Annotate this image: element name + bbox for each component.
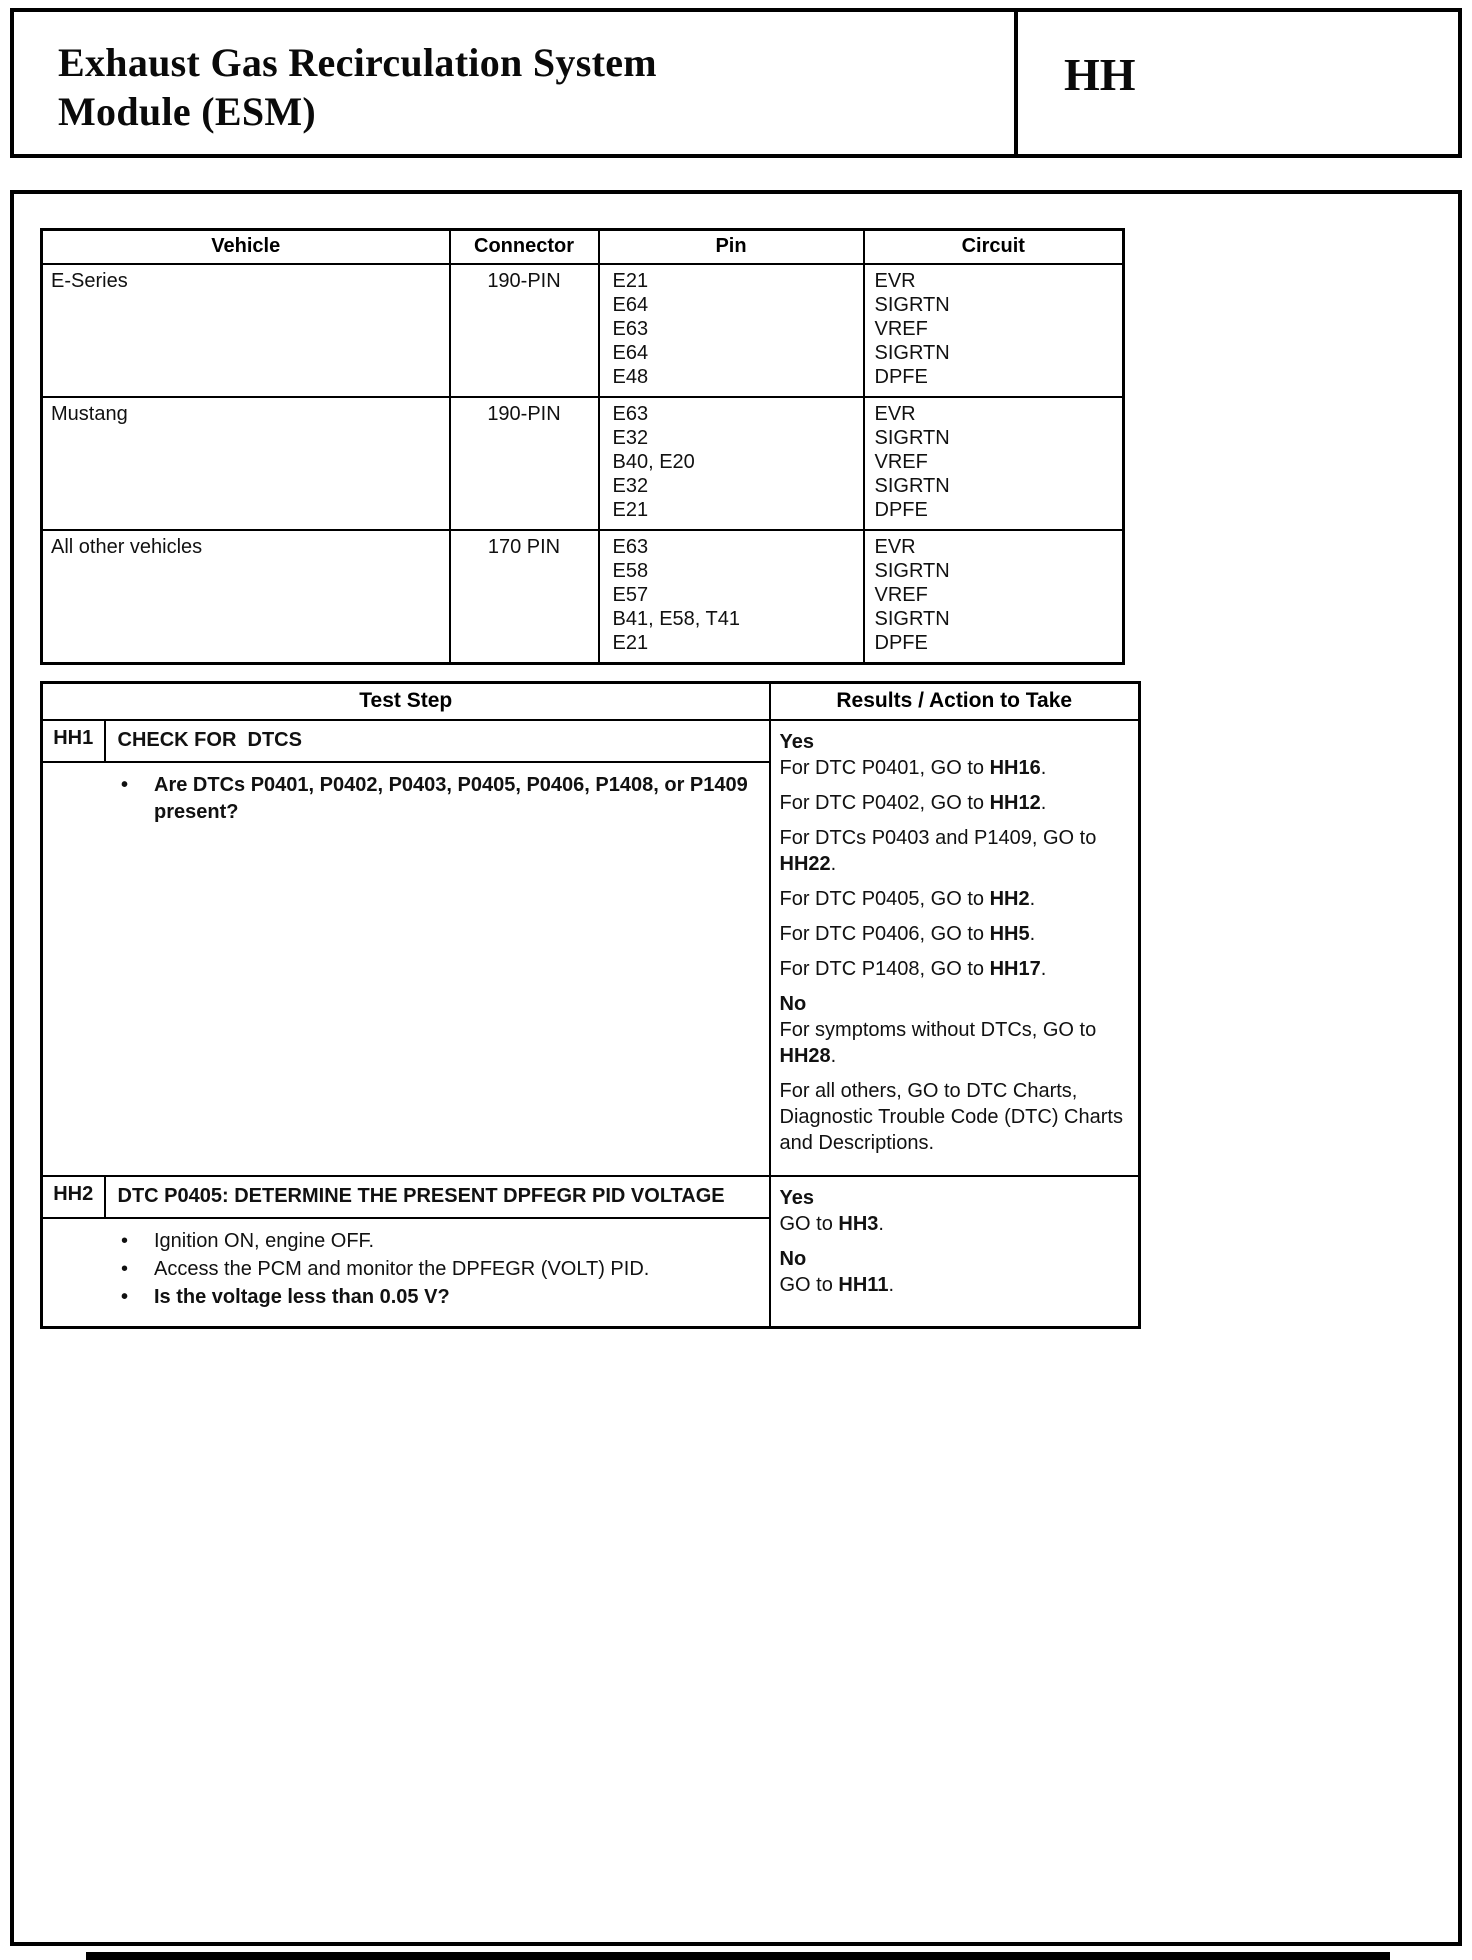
circuit-value: SIGRTN: [874, 342, 950, 364]
scan-edge-artifact: [86, 1952, 1390, 1960]
instruction-text: Are DTCs P0401, P0402, P0403, P0405, P0406, P1408, or P1409 present?: [154, 774, 748, 823]
result-text: HH16: [989, 757, 1041, 779]
result-text: No: [779, 993, 807, 1015]
circuit-value: DPFE: [874, 632, 928, 654]
step-id: HH1: [42, 720, 105, 762]
bullet-icon: •: [121, 1286, 129, 1308]
instruction-text: Access the PCM and monitor the DPFEGR (VOLT) PID.: [154, 1258, 650, 1280]
result-text: For DTC P1408, GO to: [779, 958, 990, 980]
result-line: [780, 1211, 1131, 1237]
pin-table-row: [42, 530, 1124, 664]
vehicle-cell: All other vehicles: [42, 530, 450, 664]
document-title-line1: Exhaust Gas Recirculation System: [58, 40, 657, 85]
column-header-vehicle: Vehicle: [42, 230, 450, 265]
circuit-value: SIGRTN: [874, 427, 950, 449]
test-step-header-row: [42, 720, 1140, 762]
result-line: [780, 790, 1131, 816]
result-text: GO to: [779, 1213, 839, 1235]
result-text: For all others, GO to DTC Charts, Diagnostic Trouble Code (DTC) Charts and Descriptions.: [779, 1080, 1123, 1154]
result-text: .: [1040, 958, 1047, 980]
step-title: CHECK FOR DTCS: [105, 720, 770, 762]
step-results: [770, 1176, 1140, 1328]
result-text: GO to: [779, 1274, 839, 1296]
pin-table-header-row: [42, 230, 1124, 265]
result-text: HH11: [838, 1274, 889, 1296]
connector-cell: 190-PIN: [450, 397, 599, 530]
result-text: .: [878, 1213, 884, 1235]
test-step-header-row: [42, 1176, 1140, 1218]
pin-cell: [599, 530, 864, 664]
result-line: [780, 1272, 1131, 1298]
result-line: [780, 755, 1131, 781]
pin-cell: [599, 264, 864, 397]
circuit-value: VREF: [874, 318, 928, 340]
result-line: [780, 991, 1131, 1017]
pin-value: E64: [612, 342, 649, 364]
pin-value: E21: [612, 270, 649, 292]
step-title: DTC P0405: DETERMINE THE PRESENT DPFEGR PID VOLTAGE: [105, 1176, 770, 1218]
circuit-cell: [864, 397, 1124, 530]
result-text: For DTC P0405, GO to: [779, 888, 990, 910]
result-text: HH3: [838, 1213, 879, 1235]
column-header-results: Results / Action to Take: [770, 683, 1140, 721]
column-header-connector: Connector: [450, 230, 599, 265]
test-table-header-row: [42, 683, 1140, 721]
circuit-value: SIGRTN: [874, 560, 950, 582]
circuit-value: SIGRTN: [874, 294, 950, 316]
result-text: .: [1029, 923, 1036, 945]
instruction-item: [121, 1256, 749, 1283]
result-text: .: [888, 1274, 894, 1296]
result-text: No: [779, 1248, 807, 1270]
result-text: .: [1040, 757, 1047, 779]
result-text: HH28: [779, 1045, 831, 1067]
bullet-icon: •: [121, 1230, 129, 1252]
circuit-value: EVR: [874, 403, 916, 425]
document-title-line2: Module (ESM): [58, 89, 317, 134]
result-line: [780, 921, 1131, 947]
document-title: [14, 12, 1014, 154]
result-line: [780, 1246, 1131, 1272]
instruction-text: Is the voltage less than 0.05 V?: [154, 1286, 450, 1308]
pin-cell: [599, 397, 864, 530]
pin-value: E63: [612, 536, 649, 558]
instruction-item: [121, 1284, 749, 1311]
result-text: For DTCs P0403 and P1409, GO to: [779, 827, 1097, 849]
result-text: For DTC P0406, GO to: [779, 923, 990, 945]
pin-value: E32: [612, 475, 649, 497]
pin-table-body: [42, 264, 1124, 664]
result-line: [780, 729, 1131, 755]
pin-table: [40, 228, 1125, 665]
result-text: HH17: [989, 958, 1041, 980]
result-text: .: [830, 853, 837, 875]
section-code: HH: [1014, 12, 1458, 154]
column-header-pin: Pin: [599, 230, 864, 265]
result-text: HH5: [989, 923, 1030, 945]
vehicle-cell: E-Series: [42, 264, 450, 397]
pin-value: E21: [612, 499, 649, 521]
circuit-value: EVR: [874, 270, 916, 292]
instruction-text: Ignition ON, engine OFF.: [154, 1230, 375, 1252]
result-text: For DTC P0401, GO to: [779, 757, 990, 779]
result-text: .: [1040, 792, 1047, 814]
step-instructions: [42, 1218, 770, 1328]
pin-value: E57: [612, 584, 649, 606]
pin-value: E58: [612, 560, 649, 582]
result-text: For symptoms without DTCs, GO to: [779, 1019, 1097, 1041]
result-text: HH12: [989, 792, 1041, 814]
column-header-circuit: Circuit: [864, 230, 1124, 265]
result-line: [780, 956, 1131, 982]
vehicle-cell: Mustang: [42, 397, 450, 530]
circuit-value: DPFE: [874, 366, 928, 388]
connector-cell: 170 PIN: [450, 530, 599, 664]
circuit-cell: [864, 264, 1124, 397]
instruction-item: [121, 1228, 749, 1255]
document-header: [10, 8, 1462, 158]
result-line: [780, 1017, 1131, 1069]
circuit-value: VREF: [874, 451, 928, 473]
bullet-icon: •: [121, 774, 129, 796]
pin-value: E64: [612, 294, 649, 316]
circuit-cell: [864, 530, 1124, 664]
test-table: [40, 681, 1141, 1329]
result-line: [780, 1185, 1131, 1211]
pin-table-row: [42, 397, 1124, 530]
instruction-item: [121, 772, 749, 826]
pin-value: E63: [612, 318, 649, 340]
result-text: Yes: [779, 731, 814, 753]
circuit-value: VREF: [874, 584, 928, 606]
pin-table-row: [42, 264, 1124, 397]
pin-table-head: [42, 230, 1124, 265]
content-frame: [10, 190, 1462, 1946]
step-results: [770, 720, 1140, 1176]
result-text: Yes: [779, 1187, 814, 1209]
pin-value: E21: [612, 632, 649, 654]
bullet-icon: •: [121, 1258, 129, 1280]
result-text: For DTC P0402, GO to: [779, 792, 990, 814]
pin-value: B41, E58, T41: [612, 608, 740, 630]
pin-value: E63: [612, 403, 649, 425]
circuit-value: EVR: [874, 536, 916, 558]
result-text: HH22: [779, 853, 831, 875]
result-line: [780, 825, 1131, 877]
result-text: HH2: [989, 888, 1030, 910]
result-line: [780, 1078, 1131, 1156]
step-instructions: [42, 762, 770, 1176]
pin-value: E48: [612, 366, 649, 388]
circuit-value: DPFE: [874, 499, 928, 521]
result-text: .: [830, 1045, 837, 1067]
result-text: .: [1029, 888, 1036, 910]
pin-value: E32: [612, 427, 649, 449]
result-line: [780, 886, 1131, 912]
column-header-test-step: Test Step: [42, 683, 770, 721]
test-table-body: [42, 720, 1140, 1328]
pin-value: B40, E20: [612, 451, 695, 473]
circuit-value: SIGRTN: [874, 608, 950, 630]
circuit-value: SIGRTN: [874, 475, 950, 497]
connector-cell: 190-PIN: [450, 264, 599, 397]
step-id: HH2: [42, 1176, 105, 1218]
test-table-head: [42, 683, 1140, 721]
